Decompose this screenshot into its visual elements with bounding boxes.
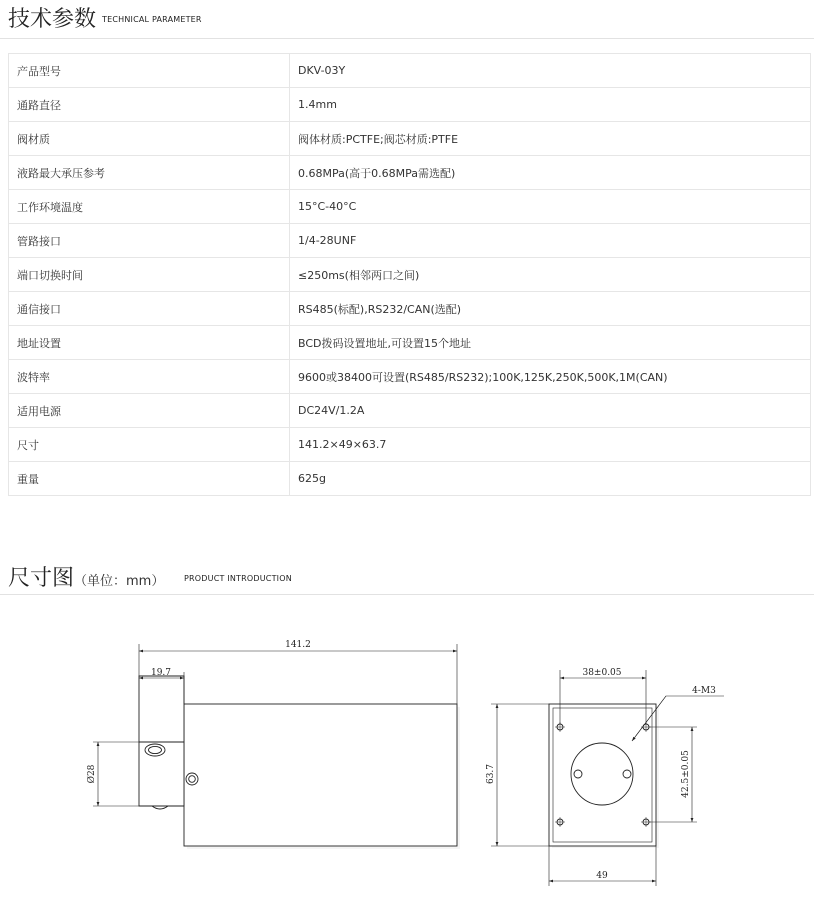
table-row	[9, 360, 811, 394]
table-row	[9, 292, 811, 326]
param-value: 阀体材质:PCTFE;阀芯材质:PTFE	[290, 122, 811, 156]
table-row	[9, 54, 811, 88]
section-unit: （单位：mm）	[74, 574, 165, 589]
table-row	[9, 394, 811, 428]
dim-label-hole-spacing-y: 42.5±0.05	[681, 750, 691, 798]
side-view	[93, 644, 460, 849]
table-row	[9, 258, 811, 292]
param-label: 通路直径	[9, 88, 290, 122]
param-label: 产品型号	[9, 54, 290, 88]
param-value: BCD拨码设置地址,可设置15个地址	[290, 326, 811, 360]
param-value: 15°C-40°C	[290, 190, 811, 224]
param-value: 1/4-28UNF	[290, 224, 811, 258]
param-label: 液路最大承压参考	[9, 156, 290, 190]
param-label: 地址设置	[9, 326, 290, 360]
section-header-technical-parameter	[0, 0, 814, 39]
dimension-drawing	[0, 600, 814, 901]
param-label: 尺寸	[9, 428, 290, 462]
table-row	[9, 462, 811, 496]
connector-block-outline	[139, 676, 184, 809]
param-label: 管路接口	[9, 224, 290, 258]
table-row	[9, 88, 811, 122]
param-value: 141.2×49×63.7	[290, 428, 811, 462]
section-subtitle: TECHNICAL PARAMETER	[102, 15, 202, 24]
dim-label-holes: 4-M3	[692, 686, 716, 696]
dim-label-diameter: Ø28	[87, 764, 97, 784]
dim-label-height: 63.7	[486, 763, 496, 785]
param-label: 适用电源	[9, 394, 290, 428]
param-value: ≤250ms(相邻两口之间)	[290, 258, 811, 292]
param-label: 通信接口	[9, 292, 290, 326]
param-label: 重量	[9, 462, 290, 496]
table-row	[9, 122, 811, 156]
param-value: DKV-03Y	[290, 54, 811, 88]
param-label: 阀材质	[9, 122, 290, 156]
valve-body-outline	[184, 704, 457, 846]
table-row	[9, 428, 811, 462]
section-title: 技术参数	[8, 7, 97, 32]
param-value: RS485(标配),RS232/CAN(选配)	[290, 292, 811, 326]
front-face-outline	[549, 704, 656, 846]
param-label: 端口切换时间	[9, 258, 290, 292]
section-title-text: 尺寸图	[8, 566, 75, 591]
param-label: 波特率	[9, 360, 290, 394]
param-value: 9600或38400可设置(RS485/RS232);100K,125K,250K,500K,1M(CAN)	[290, 360, 811, 394]
table-row	[9, 156, 811, 190]
table-row	[9, 224, 811, 258]
param-value: DC24V/1.2A	[290, 394, 811, 428]
table-row	[9, 326, 811, 360]
dim-label-offset: 19.7	[150, 668, 172, 678]
section-title	[8, 561, 164, 592]
param-label: 工作环境温度	[9, 190, 290, 224]
dim-label-length: 141.2	[285, 640, 311, 650]
dim-label-hole-spacing-x: 38±0.05	[582, 668, 622, 678]
param-value: 625g	[290, 462, 811, 496]
table-row	[9, 190, 811, 224]
param-value: 1.4mm	[290, 88, 811, 122]
section-subtitle: PRODUCT INTRODUCTION	[184, 574, 292, 583]
section-header-dimension-drawing	[0, 556, 814, 595]
parameter-table	[8, 53, 811, 496]
dim-label-width: 49	[596, 871, 608, 881]
param-value: 0.68MPa(高于0.68MPa需选配)	[290, 156, 811, 190]
